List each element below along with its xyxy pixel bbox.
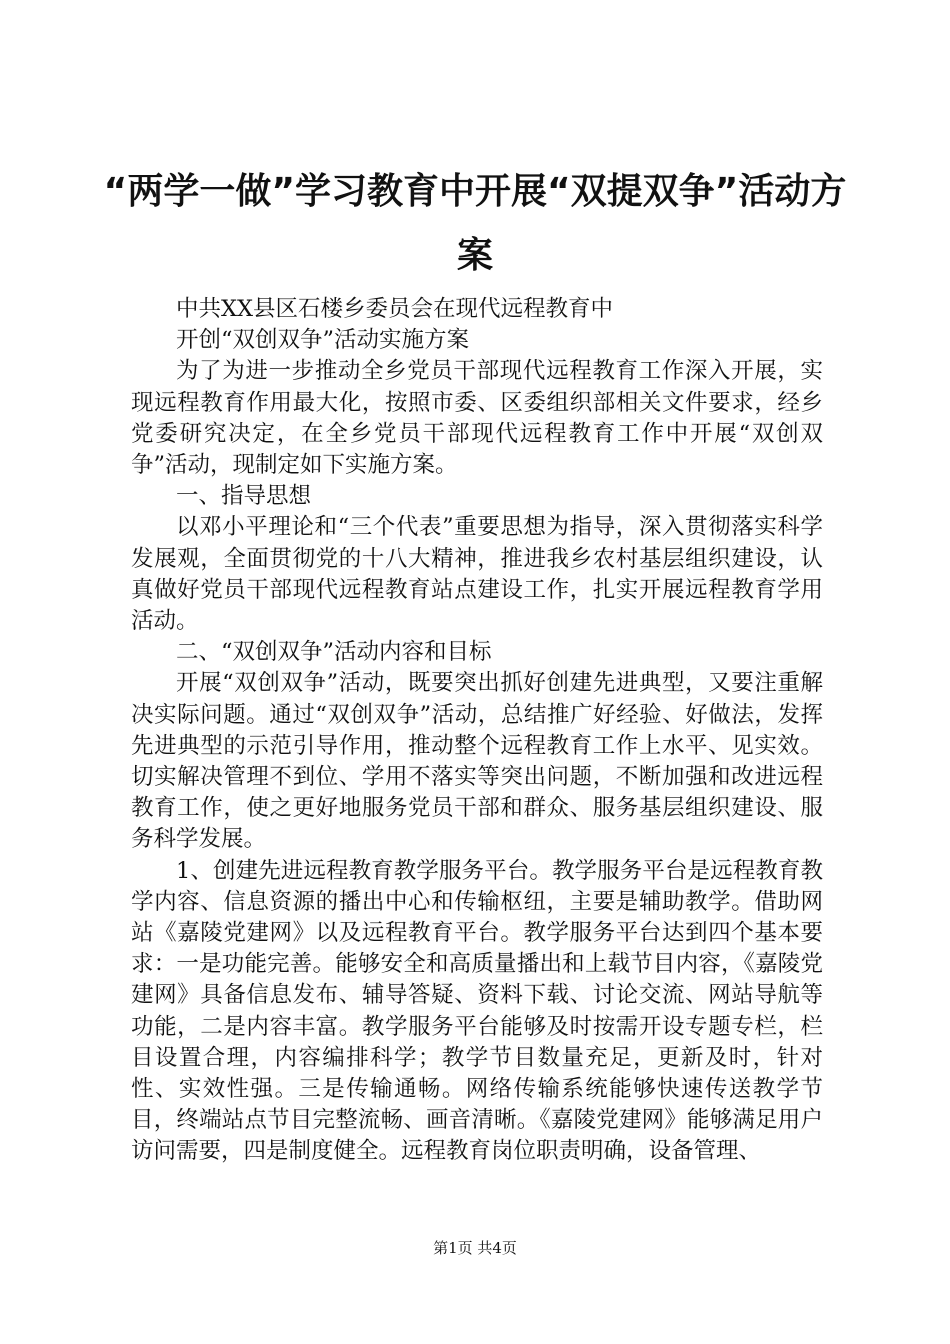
body-paragraph-content-goals: 开展“双创双争”活动，既要突出抓好创建先进典型，又要注重解决实际问题。通过“双创双争”活动，总结推广好经验、好做法，发挥先进典型的示范引导作用，推动整个远程教育工作上水平、见实效。切实解决管理不到位、学用不落实等突出问题，不断加强和改进远程教育工作，使之更好地服务党员干部和群众、服务基层组织建设、服务科学发展。 [131, 670, 823, 853]
body-paragraph-intro: 为了为进一步推动全乡党员干部现代远程教育工作深入开展，实现远程教育作用最大化，按照市委、区委组织部相关文件要求，经乡党委研究决定，在全乡党员干部现代远程教育工作中开展“双创双争”活动，现制定如下实施方案。 [131, 358, 823, 479]
body-paragraph-guiding-ideology: 以邓小平理论和“三个代表”重要思想为指导，深入贯彻落实科学发展观，全面贯彻党的十八大精神，推进我乡农村基层组织建设，认真做好党员干部现代远程教育站点建设工作，扎实开展远程教育学用活动。 [131, 514, 823, 635]
section-heading-content-goals: 二、“双创双争”活动内容和目标 [176, 639, 492, 666]
page-number-footer: 第1页 共4页 [433, 1239, 517, 1257]
body-paragraph-item-1: 1、创建先进远程教育教学服务平台。教学服务平台是远程教育教学内容、信息资源的播出中心和传输枢纽，主要是辅助教学。借助网站《嘉陵党建网》以及远程教育平台。教学服务平台达到四个基本要求：一是功能完善。能够安全和高质量播出和上载节目内容，《嘉陵党建网》具备信息发布、辅导答疑、资料下载、讨论交流、网站导航等功能，二是内容丰富。教学服务平台能够及时按需开设专题专栏，栏目设置合理，内容编排科学；教学节目数量充足，更新及时，针对性、实效性强。三是传输通畅。网络传输系统能够快速传送教学节目，终端站点节目完整流畅、画音清晰。《嘉陵党建网》能够满足用户访问需要，四是制度健全。远程教育岗位职责明确，设备管理、 [131, 857, 823, 1165]
section-heading-guiding-ideology: 一、指导思想 [176, 483, 312, 510]
document-title: “两学一做”学习教育中开展“双提双争”活动方案 [103, 171, 847, 276]
body-paragraph-subtitle: 开创“双创双争”活动实施方案 [176, 327, 470, 354]
document-body [131, 294, 823, 1168]
body-paragraph-org: 中共XX县区石楼乡委员会在现代远程教育中 [176, 296, 614, 322]
